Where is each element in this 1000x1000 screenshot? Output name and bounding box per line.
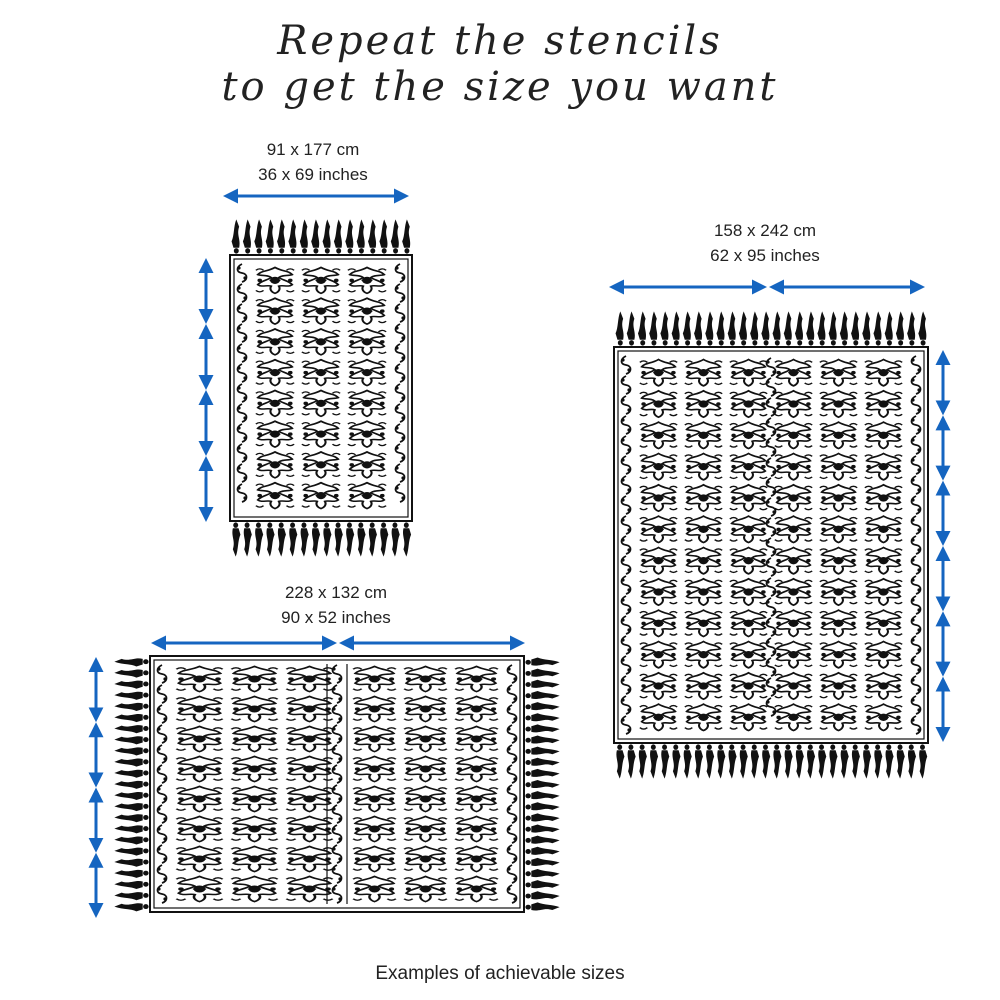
fringe-tassel <box>785 744 793 778</box>
fringe-tassel <box>379 219 387 253</box>
fringe-tassel <box>751 744 759 778</box>
fringe-tassel <box>795 311 803 345</box>
fringe-tassel <box>717 744 725 778</box>
fringe-tassel <box>255 522 263 556</box>
fringe-tassel <box>114 803 148 811</box>
fringe-tassel <box>114 903 148 911</box>
fringe-tassel <box>817 311 825 345</box>
fringe-tassel <box>628 744 636 778</box>
fringe-tassel <box>639 744 647 778</box>
rug-1-inches: 36 x 69 inches <box>258 165 368 184</box>
fringe-tassel <box>323 522 331 556</box>
fringe-tassel <box>525 724 559 732</box>
fringe-tassel <box>672 744 680 778</box>
fringe-tassel <box>114 670 148 678</box>
fringe-tassel <box>402 219 410 253</box>
fringe-tassel <box>243 219 251 253</box>
fringe-tassel <box>919 744 927 778</box>
fringe-tassel <box>525 802 559 810</box>
fringe-tassel <box>525 869 559 877</box>
fringe-tassel <box>649 311 657 345</box>
fringe-tassel <box>380 522 388 556</box>
fringe-tassel <box>345 219 353 253</box>
fringe-tassel <box>114 892 148 900</box>
fringe-tassel <box>716 311 724 345</box>
fringe-tassel <box>114 859 148 867</box>
fringe-tassel <box>525 880 559 888</box>
fringe-tassel <box>114 747 148 755</box>
fringe-tassel <box>525 713 559 721</box>
fringe-tassel <box>638 311 646 345</box>
fringe-tassel <box>114 714 148 722</box>
fringe-tassel <box>705 311 713 345</box>
fringe-tassel <box>661 744 669 778</box>
fringe-tassel <box>114 836 148 844</box>
fringe-tassel <box>873 311 881 345</box>
fringe-tassel <box>829 744 837 778</box>
rug-3 <box>114 656 559 912</box>
fringe-tassel <box>525 658 559 666</box>
fringe-tassel <box>750 311 758 345</box>
fringe-tassel <box>278 522 286 556</box>
fringe-tassel <box>346 522 354 556</box>
fringe-tassel <box>391 219 399 253</box>
rug-2-cm: 158 x 242 cm <box>713 221 817 240</box>
fringe-tassel <box>672 311 680 345</box>
fringe-tassel <box>525 791 559 799</box>
fringe-tassel <box>525 858 559 866</box>
fringe-tassel <box>729 744 737 778</box>
fringe-tassel <box>335 522 343 556</box>
fringe-tassel <box>114 681 148 689</box>
fringe-tassel <box>114 870 148 878</box>
fringe-tassel <box>254 219 262 253</box>
fringe-tassel <box>840 311 848 345</box>
fringe-tassel <box>695 744 703 778</box>
fringe-tassel <box>818 744 826 778</box>
fringe-tassel <box>807 744 815 778</box>
fringe-tassel <box>369 522 377 556</box>
fringe-tassel <box>525 825 559 833</box>
fringe-tassel <box>288 219 296 253</box>
rug-3-cm: 228 x 132 cm <box>284 583 388 602</box>
fringe-tassel <box>784 311 792 345</box>
fringe-tassel <box>525 747 559 755</box>
fringe-tassel <box>277 219 285 253</box>
rug-1 <box>230 219 412 556</box>
fringe-tassel <box>907 311 915 345</box>
fringe-tassel <box>918 311 926 345</box>
fringe-tassel <box>525 758 559 766</box>
rug-3-inches: 90 x 52 inches <box>281 608 391 627</box>
fringe-tassel <box>114 825 148 833</box>
fringe-tassel <box>525 902 559 910</box>
fringe-tassel <box>114 848 148 856</box>
fringe-tassel <box>114 881 148 889</box>
fringe-tassel <box>114 792 148 800</box>
fringe-tassel <box>762 744 770 778</box>
fringe-tassel <box>863 744 871 778</box>
fringe-tassel <box>852 744 860 778</box>
fringe-tassel <box>773 744 781 778</box>
fringe-tassel <box>525 891 559 899</box>
fringe-tassel <box>368 219 376 253</box>
fringe-tassel <box>357 219 365 253</box>
fringe-tassel <box>232 522 240 556</box>
fringe-tassel <box>114 770 148 778</box>
rug-2 <box>614 311 928 778</box>
fringe-tassel <box>761 311 769 345</box>
fringe-tassel <box>616 311 624 345</box>
fringe-tassel <box>334 219 342 253</box>
title-line-2: to get the size you want <box>221 64 779 110</box>
fringe-tassel <box>392 522 400 556</box>
fringe-tassel <box>114 814 148 822</box>
fringe-tassel <box>525 813 559 821</box>
fringe-tassel <box>897 744 905 778</box>
fringe-tassel <box>525 680 559 688</box>
fringe-tassel <box>266 219 274 253</box>
fringe-tassel <box>114 781 148 789</box>
fringe-tassel <box>773 311 781 345</box>
fringe-tassel <box>114 736 148 744</box>
caption: Examples of achievable sizes <box>375 963 625 984</box>
fringe-tassel <box>232 219 240 253</box>
fringe-tassel <box>694 311 702 345</box>
fringe-tassel <box>908 744 916 778</box>
fringe-tassel <box>525 669 559 677</box>
fringe-tassel <box>796 744 804 778</box>
fringe-tassel <box>114 725 148 733</box>
fringe-tassel <box>244 522 252 556</box>
fringe-tassel <box>706 744 714 778</box>
fringe-tassel <box>114 692 148 700</box>
fringe-tassel <box>841 744 849 778</box>
fringe-tassel <box>525 735 559 743</box>
fringe-tassel <box>323 219 331 253</box>
fringe-tassel <box>660 311 668 345</box>
fringe-tassel <box>301 522 309 556</box>
fringe-tassel <box>851 311 859 345</box>
fringe-tassel <box>829 311 837 345</box>
fringe-tassel <box>739 311 747 345</box>
fringe-tassel <box>358 522 366 556</box>
fringe-tassel <box>525 847 559 855</box>
fringe-tassel <box>114 759 148 767</box>
fringe-tassel <box>886 744 894 778</box>
fringe-tassel <box>740 744 748 778</box>
fringe-tassel <box>885 311 893 345</box>
fringe-tassel <box>114 658 148 666</box>
title-line-1: Repeat the stencils <box>277 18 723 64</box>
fringe-tassel <box>650 744 658 778</box>
fringe-tassel <box>114 703 148 711</box>
fringe-tassel <box>525 702 559 710</box>
fringe-tassel <box>728 311 736 345</box>
fringe-tassel <box>267 522 275 556</box>
fringe-tassel <box>525 836 559 844</box>
fringe-tassel <box>862 311 870 345</box>
fringe-tassel <box>683 311 691 345</box>
fringe-tassel <box>403 522 411 556</box>
fringe-tassel <box>806 311 814 345</box>
rug-frame <box>230 255 412 521</box>
fringe-tassel <box>312 522 320 556</box>
rug-2-inches: 62 x 95 inches <box>710 246 820 265</box>
fringe-tassel <box>525 691 559 699</box>
fringe-tassel <box>300 219 308 253</box>
fringe-tassel <box>627 311 635 345</box>
fringe-tassel <box>896 311 904 345</box>
fringe-tassel <box>525 769 559 777</box>
fringe-tassel <box>616 744 624 778</box>
fringe-tassel <box>684 744 692 778</box>
fringe-tassel <box>289 522 297 556</box>
rug-1-cm: 91 x 177 cm <box>266 140 360 159</box>
fringe-tassel <box>874 744 882 778</box>
fringe-tassel <box>311 219 319 253</box>
fringe-tassel <box>525 780 559 788</box>
